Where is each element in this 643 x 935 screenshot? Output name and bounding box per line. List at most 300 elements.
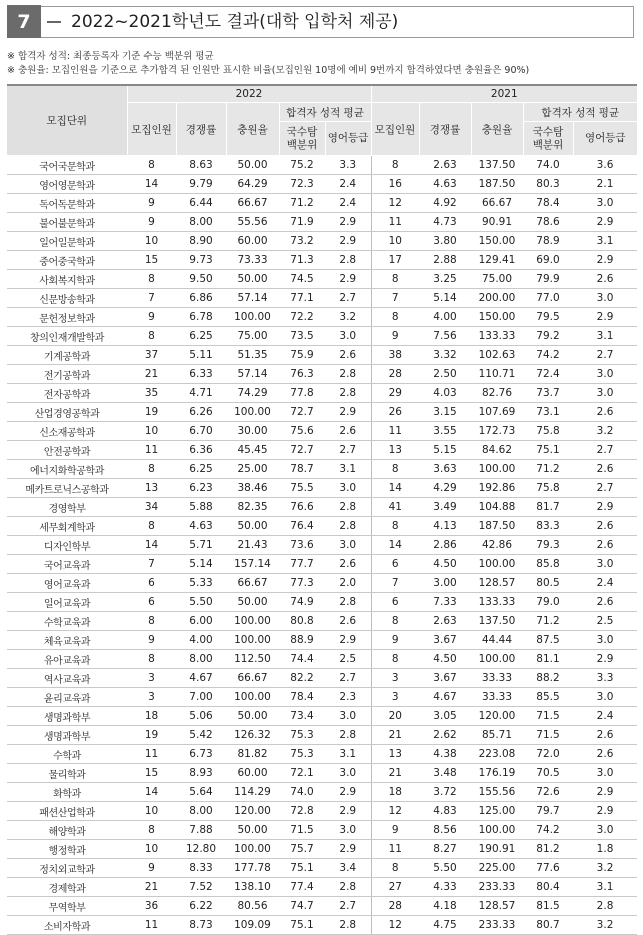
cell-unit-name: 디자인학부 (7, 536, 127, 555)
cell-suneung-2021: 85.8 (523, 555, 573, 574)
cell-unit-name: 에너지화학공학과 (7, 460, 127, 479)
cell-suneung-2021: 72.0 (523, 745, 573, 764)
cell-english-2021: 3.0 (573, 764, 637, 783)
cell-english-2022: 2.7 (325, 441, 371, 460)
cell-recruit-2022: 14 (127, 175, 176, 194)
header-english-2021: 영어등급 (573, 122, 637, 156)
table-row (7, 840, 637, 859)
cell-unit-name: 영어교육과 (7, 574, 127, 593)
cell-english-2022: 3.1 (325, 745, 371, 764)
table-row (7, 631, 637, 650)
cell-english-2022: 2.8 (325, 251, 371, 270)
cell-fill-2022: 81.82 (226, 745, 279, 764)
cell-recruit-2021: 8 (371, 650, 419, 669)
cell-english-2021: 2.7 (573, 441, 637, 460)
cell-suneung-2021: 78.4 (523, 194, 573, 213)
cell-suneung-2021: 75.8 (523, 422, 573, 441)
cell-suneung-2021: 72.4 (523, 365, 573, 384)
cell-suneung-2022: 75.1 (279, 916, 325, 935)
cell-competition-2021: 3.67 (419, 669, 471, 688)
cell-english-2022: 2.9 (325, 270, 371, 289)
cell-english-2022: 2.8 (325, 384, 371, 403)
cell-competition-2021: 7.33 (419, 593, 471, 612)
cell-fill-2022: 45.45 (226, 441, 279, 460)
cell-competition-2022: 5.11 (176, 346, 226, 365)
cell-unit-name: 물리학과 (7, 764, 127, 783)
table-row (7, 441, 637, 460)
table-row (7, 745, 637, 764)
cell-suneung-2022: 74.0 (279, 783, 325, 802)
cell-suneung-2022: 77.1 (279, 289, 325, 308)
cell-english-2021: 2.6 (573, 536, 637, 555)
header-suneung-2021: 국수탐 백분위 (523, 122, 573, 156)
cell-fill-2021: 133.33 (471, 593, 523, 612)
cell-unit-name: 전기공학과 (7, 365, 127, 384)
cell-competition-2022: 6.44 (176, 194, 226, 213)
cell-fill-2021: 225.00 (471, 859, 523, 878)
cell-unit-name: 체육교육과 (7, 631, 127, 650)
cell-english-2022: 3.0 (325, 327, 371, 346)
table-row (7, 517, 637, 536)
cell-english-2021: 2.6 (573, 593, 637, 612)
cell-english-2021: 2.4 (573, 707, 637, 726)
cell-unit-name: 경영학부 (7, 498, 127, 517)
cell-recruit-2021: 20 (371, 707, 419, 726)
cell-recruit-2022: 10 (127, 232, 176, 251)
cell-recruit-2022: 7 (127, 555, 176, 574)
cell-unit-name: 전자공학과 (7, 384, 127, 403)
cell-suneung-2022: 82.2 (279, 669, 325, 688)
cell-fill-2021: 133.33 (471, 327, 523, 346)
cell-english-2021: 3.0 (573, 365, 637, 384)
cell-competition-2022: 8.93 (176, 764, 226, 783)
header-english-2022: 영어등급 (325, 122, 371, 156)
cell-english-2021: 1.8 (573, 840, 637, 859)
cell-english-2022: 2.6 (325, 555, 371, 574)
cell-suneung-2022: 72.8 (279, 802, 325, 821)
cell-recruit-2021: 3 (371, 669, 419, 688)
cell-unit-name: 불어불문학과 (7, 213, 127, 232)
cell-fill-2021: 110.71 (471, 365, 523, 384)
cell-recruit-2021: 6 (371, 555, 419, 574)
cell-english-2022: 3.0 (325, 764, 371, 783)
cell-suneung-2021: 74.2 (523, 346, 573, 365)
cell-suneung-2022: 75.3 (279, 745, 325, 764)
cell-competition-2021: 3.72 (419, 783, 471, 802)
table-row (7, 669, 637, 688)
table-row (7, 422, 637, 441)
cell-english-2022: 2.7 (325, 669, 371, 688)
cell-english-2021: 2.6 (573, 517, 637, 536)
cell-recruit-2022: 8 (127, 156, 176, 175)
cell-recruit-2022: 9 (127, 859, 176, 878)
cell-fill-2021: 44.44 (471, 631, 523, 650)
cell-recruit-2021: 12 (371, 916, 419, 935)
cell-suneung-2022: 71.3 (279, 251, 325, 270)
cell-competition-2021: 3.67 (419, 631, 471, 650)
cell-fill-2021: 100.00 (471, 821, 523, 840)
cell-recruit-2021: 12 (371, 194, 419, 213)
cell-competition-2021: 3.49 (419, 498, 471, 517)
table-row (7, 175, 637, 194)
cell-fill-2021: 33.33 (471, 688, 523, 707)
cell-suneung-2021: 73.1 (523, 403, 573, 422)
cell-suneung-2021: 79.5 (523, 308, 573, 327)
cell-suneung-2021: 79.3 (523, 536, 573, 555)
cell-recruit-2022: 13 (127, 479, 176, 498)
table-row (7, 346, 637, 365)
table-row (7, 498, 637, 517)
cell-competition-2021: 4.33 (419, 878, 471, 897)
cell-suneung-2022: 73.6 (279, 536, 325, 555)
cell-competition-2022: 6.25 (176, 460, 226, 479)
cell-unit-name: 기계공학과 (7, 346, 127, 365)
cell-unit-name: 영어영문학과 (7, 175, 127, 194)
cell-fill-2022: 38.46 (226, 479, 279, 498)
cell-recruit-2021: 10 (371, 232, 419, 251)
cell-recruit-2021: 28 (371, 897, 419, 916)
cell-recruit-2022: 6 (127, 574, 176, 593)
cell-fill-2021: 120.00 (471, 707, 523, 726)
cell-recruit-2022: 8 (127, 270, 176, 289)
cell-competition-2022: 4.00 (176, 631, 226, 650)
cell-recruit-2021: 13 (371, 745, 419, 764)
cell-recruit-2022: 9 (127, 194, 176, 213)
cell-fill-2022: 50.00 (226, 270, 279, 289)
cell-recruit-2021: 8 (371, 517, 419, 536)
table-row (7, 726, 637, 745)
cell-fill-2022: 25.00 (226, 460, 279, 479)
cell-recruit-2021: 28 (371, 365, 419, 384)
cell-competition-2021: 3.05 (419, 707, 471, 726)
cell-competition-2022: 5.06 (176, 707, 226, 726)
cell-competition-2022: 4.67 (176, 669, 226, 688)
cell-suneung-2022: 77.3 (279, 574, 325, 593)
results-table (7, 84, 637, 935)
cell-english-2021: 2.9 (573, 783, 637, 802)
cell-english-2022: 2.8 (325, 878, 371, 897)
table-row (7, 764, 637, 783)
cell-english-2022: 2.0 (325, 574, 371, 593)
cell-english-2021: 3.1 (573, 232, 637, 251)
cell-recruit-2021: 13 (371, 441, 419, 460)
cell-suneung-2022: 72.3 (279, 175, 325, 194)
cell-unit-name: 중어중국학과 (7, 251, 127, 270)
cell-fill-2021: 150.00 (471, 232, 523, 251)
cell-suneung-2022: 76.4 (279, 517, 325, 536)
cell-suneung-2021: 79.9 (523, 270, 573, 289)
cell-competition-2021: 4.03 (419, 384, 471, 403)
page-title: 2022~2021학년도 결과(대학 입학처 제공) (71, 12, 399, 32)
cell-fill-2021: 42.86 (471, 536, 523, 555)
cell-competition-2022: 5.88 (176, 498, 226, 517)
cell-suneung-2021: 71.2 (523, 460, 573, 479)
cell-english-2021: 2.6 (573, 726, 637, 745)
cell-fill-2021: 100.00 (471, 555, 523, 574)
cell-recruit-2021: 8 (371, 308, 419, 327)
cell-fill-2022: 60.00 (226, 764, 279, 783)
cell-fill-2022: 50.00 (226, 707, 279, 726)
cell-fill-2021: 33.33 (471, 669, 523, 688)
cell-english-2021: 3.2 (573, 916, 637, 935)
cell-competition-2021: 2.63 (419, 156, 471, 175)
dash-icon (47, 21, 61, 23)
cell-fill-2022: 55.56 (226, 213, 279, 232)
cell-competition-2021: 2.86 (419, 536, 471, 555)
cell-unit-name: 일어교육과 (7, 593, 127, 612)
cell-competition-2021: 4.92 (419, 194, 471, 213)
cell-suneung-2022: 75.7 (279, 840, 325, 859)
table-row (7, 384, 637, 403)
cell-recruit-2021: 11 (371, 213, 419, 232)
table-row (7, 878, 637, 897)
cell-competition-2021: 4.38 (419, 745, 471, 764)
cell-competition-2022: 8.63 (176, 156, 226, 175)
cell-english-2021: 3.0 (573, 384, 637, 403)
cell-competition-2021: 3.15 (419, 403, 471, 422)
cell-english-2022: 2.9 (325, 840, 371, 859)
title-box (41, 6, 634, 38)
cell-suneung-2021: 71.5 (523, 707, 573, 726)
cell-fill-2022: 100.00 (226, 631, 279, 650)
cell-recruit-2021: 7 (371, 574, 419, 593)
cell-suneung-2021: 75.8 (523, 479, 573, 498)
cell-fill-2021: 129.41 (471, 251, 523, 270)
cell-recruit-2022: 10 (127, 840, 176, 859)
cell-fill-2021: 82.76 (471, 384, 523, 403)
cell-english-2022: 2.6 (325, 612, 371, 631)
cell-english-2022: 2.6 (325, 422, 371, 441)
table-row (7, 479, 637, 498)
cell-english-2022: 2.8 (325, 517, 371, 536)
cell-recruit-2021: 8 (371, 859, 419, 878)
cell-suneung-2022: 77.4 (279, 878, 325, 897)
table-row (7, 916, 637, 935)
cell-recruit-2021: 29 (371, 384, 419, 403)
cell-suneung-2022: 76.3 (279, 365, 325, 384)
cell-recruit-2022: 9 (127, 308, 176, 327)
cell-fill-2022: 75.00 (226, 327, 279, 346)
section-header (7, 5, 635, 38)
cell-fill-2022: 112.50 (226, 650, 279, 669)
cell-competition-2022: 9.79 (176, 175, 226, 194)
cell-recruit-2021: 12 (371, 802, 419, 821)
cell-fill-2021: 100.00 (471, 460, 523, 479)
cell-competition-2021: 3.00 (419, 574, 471, 593)
cell-unit-name: 역사교육과 (7, 669, 127, 688)
table-row (7, 707, 637, 726)
cell-unit-name: 메카트로닉스공학과 (7, 479, 127, 498)
cell-fill-2021: 102.63 (471, 346, 523, 365)
cell-suneung-2021: 88.2 (523, 669, 573, 688)
cell-english-2022: 2.9 (325, 403, 371, 422)
cell-recruit-2022: 9 (127, 631, 176, 650)
table-row (7, 460, 637, 479)
cell-unit-name: 안전공학과 (7, 441, 127, 460)
cell-unit-name: 경제학과 (7, 878, 127, 897)
cell-recruit-2022: 6 (127, 593, 176, 612)
cell-suneung-2021: 80.7 (523, 916, 573, 935)
cell-suneung-2022: 74.5 (279, 270, 325, 289)
cell-suneung-2022: 72.1 (279, 764, 325, 783)
cell-recruit-2022: 8 (127, 327, 176, 346)
header-recruit-2022: 모집인원 (127, 103, 176, 156)
cell-fill-2022: 157.14 (226, 555, 279, 574)
cell-fill-2021: 176.19 (471, 764, 523, 783)
cell-recruit-2022: 3 (127, 669, 176, 688)
table-row (7, 270, 637, 289)
cell-recruit-2021: 38 (371, 346, 419, 365)
cell-competition-2021: 4.73 (419, 213, 471, 232)
cell-suneung-2022: 75.9 (279, 346, 325, 365)
cell-suneung-2022: 77.7 (279, 555, 325, 574)
cell-fill-2021: 66.67 (471, 194, 523, 213)
cell-suneung-2021: 81.7 (523, 498, 573, 517)
cell-fill-2021: 233.33 (471, 916, 523, 935)
cell-unit-name: 일어일문학과 (7, 232, 127, 251)
cell-english-2022: 3.3 (325, 156, 371, 175)
cell-competition-2021: 4.50 (419, 555, 471, 574)
cell-english-2022: 2.7 (325, 897, 371, 916)
cell-unit-name: 수학교육과 (7, 612, 127, 631)
cell-english-2021: 3.0 (573, 194, 637, 213)
cell-unit-name: 국어국문학과 (7, 156, 127, 175)
header-fill-2021: 충원율 (471, 103, 523, 156)
cell-recruit-2022: 10 (127, 422, 176, 441)
cell-suneung-2022: 73.2 (279, 232, 325, 251)
cell-english-2022: 2.9 (325, 213, 371, 232)
cell-english-2021: 3.0 (573, 555, 637, 574)
cell-suneung-2021: 78.6 (523, 213, 573, 232)
cell-competition-2022: 4.71 (176, 384, 226, 403)
cell-unit-name: 정치외교학과 (7, 859, 127, 878)
cell-recruit-2021: 21 (371, 764, 419, 783)
cell-suneung-2022: 75.6 (279, 422, 325, 441)
cell-recruit-2021: 11 (371, 840, 419, 859)
cell-fill-2022: 100.00 (226, 688, 279, 707)
cell-fill-2022: 50.00 (226, 156, 279, 175)
cell-suneung-2021: 73.7 (523, 384, 573, 403)
cell-recruit-2022: 15 (127, 764, 176, 783)
cell-suneung-2021: 79.2 (523, 327, 573, 346)
cell-english-2022: 2.6 (325, 346, 371, 365)
cell-recruit-2021: 9 (371, 631, 419, 650)
cell-english-2021: 3.2 (573, 859, 637, 878)
cell-fill-2022: 57.14 (226, 365, 279, 384)
cell-recruit-2022: 8 (127, 460, 176, 479)
table-row (7, 688, 637, 707)
cell-fill-2022: 100.00 (226, 403, 279, 422)
cell-recruit-2022: 19 (127, 403, 176, 422)
cell-english-2022: 2.8 (325, 498, 371, 517)
cell-fill-2022: 114.29 (226, 783, 279, 802)
cell-unit-name: 수학과 (7, 745, 127, 764)
cell-fill-2022: 60.00 (226, 232, 279, 251)
table-row (7, 251, 637, 270)
cell-competition-2021: 4.83 (419, 802, 471, 821)
cell-competition-2021: 4.29 (419, 479, 471, 498)
cell-suneung-2021: 72.6 (523, 783, 573, 802)
cell-suneung-2021: 80.5 (523, 574, 573, 593)
cell-recruit-2021: 9 (371, 327, 419, 346)
cell-suneung-2021: 70.5 (523, 764, 573, 783)
cell-suneung-2021: 77.0 (523, 289, 573, 308)
header-competition-2021: 경쟁률 (419, 103, 471, 156)
cell-recruit-2022: 8 (127, 650, 176, 669)
cell-competition-2021: 3.25 (419, 270, 471, 289)
header-recruit-2021: 모집인원 (371, 103, 419, 156)
cell-recruit-2021: 27 (371, 878, 419, 897)
cell-fill-2022: 100.00 (226, 840, 279, 859)
cell-recruit-2021: 11 (371, 422, 419, 441)
cell-competition-2021: 3.32 (419, 346, 471, 365)
cell-competition-2021: 2.62 (419, 726, 471, 745)
cell-suneung-2021: 77.6 (523, 859, 573, 878)
cell-fill-2022: 100.00 (226, 612, 279, 631)
cell-fill-2022: 66.67 (226, 669, 279, 688)
cell-english-2021: 2.9 (573, 251, 637, 270)
table-row (7, 897, 637, 916)
cell-competition-2021: 4.67 (419, 688, 471, 707)
header-unit: 모집단위 (7, 85, 127, 156)
cell-suneung-2022: 74.9 (279, 593, 325, 612)
note-score: ※ 합격자 성적: 최종등록자 기준 수능 백분위 평균 (7, 51, 214, 62)
cell-unit-name: 소비자학과 (7, 916, 127, 935)
cell-fill-2021: 172.73 (471, 422, 523, 441)
cell-recruit-2021: 8 (371, 612, 419, 631)
cell-competition-2021: 4.50 (419, 650, 471, 669)
cell-unit-name: 해양학과 (7, 821, 127, 840)
table-row (7, 156, 637, 175)
cell-recruit-2021: 8 (371, 156, 419, 175)
cell-unit-name: 국어교육과 (7, 555, 127, 574)
cell-recruit-2021: 9 (371, 821, 419, 840)
cell-unit-name: 화학과 (7, 783, 127, 802)
cell-english-2022: 3.0 (325, 536, 371, 555)
cell-competition-2022: 8.73 (176, 916, 226, 935)
table-row (7, 574, 637, 593)
table-row (7, 555, 637, 574)
cell-fill-2021: 125.00 (471, 802, 523, 821)
cell-suneung-2021: 74.2 (523, 821, 573, 840)
cell-recruit-2022: 34 (127, 498, 176, 517)
cell-competition-2022: 6.25 (176, 327, 226, 346)
cell-recruit-2022: 11 (127, 916, 176, 935)
cell-fill-2022: 126.32 (226, 726, 279, 745)
table-body (7, 156, 637, 935)
cell-fill-2021: 233.33 (471, 878, 523, 897)
cell-suneung-2022: 80.8 (279, 612, 325, 631)
cell-fill-2021: 84.62 (471, 441, 523, 460)
cell-suneung-2022: 71.2 (279, 194, 325, 213)
section-number-badge: 7 (7, 5, 41, 38)
cell-competition-2022: 9.73 (176, 251, 226, 270)
cell-fill-2022: 50.00 (226, 593, 279, 612)
cell-english-2022: 3.2 (325, 308, 371, 327)
cell-competition-2022: 8.00 (176, 650, 226, 669)
cell-suneung-2022: 72.7 (279, 403, 325, 422)
cell-english-2022: 2.3 (325, 688, 371, 707)
cell-fill-2022: 80.56 (226, 897, 279, 916)
cell-fill-2021: 137.50 (471, 612, 523, 631)
cell-recruit-2021: 17 (371, 251, 419, 270)
cell-fill-2022: 51.35 (226, 346, 279, 365)
cell-english-2021: 2.6 (573, 460, 637, 479)
cell-english-2022: 3.0 (325, 707, 371, 726)
cell-suneung-2021: 69.0 (523, 251, 573, 270)
notes (7, 50, 637, 78)
cell-unit-name: 신문방송학과 (7, 289, 127, 308)
